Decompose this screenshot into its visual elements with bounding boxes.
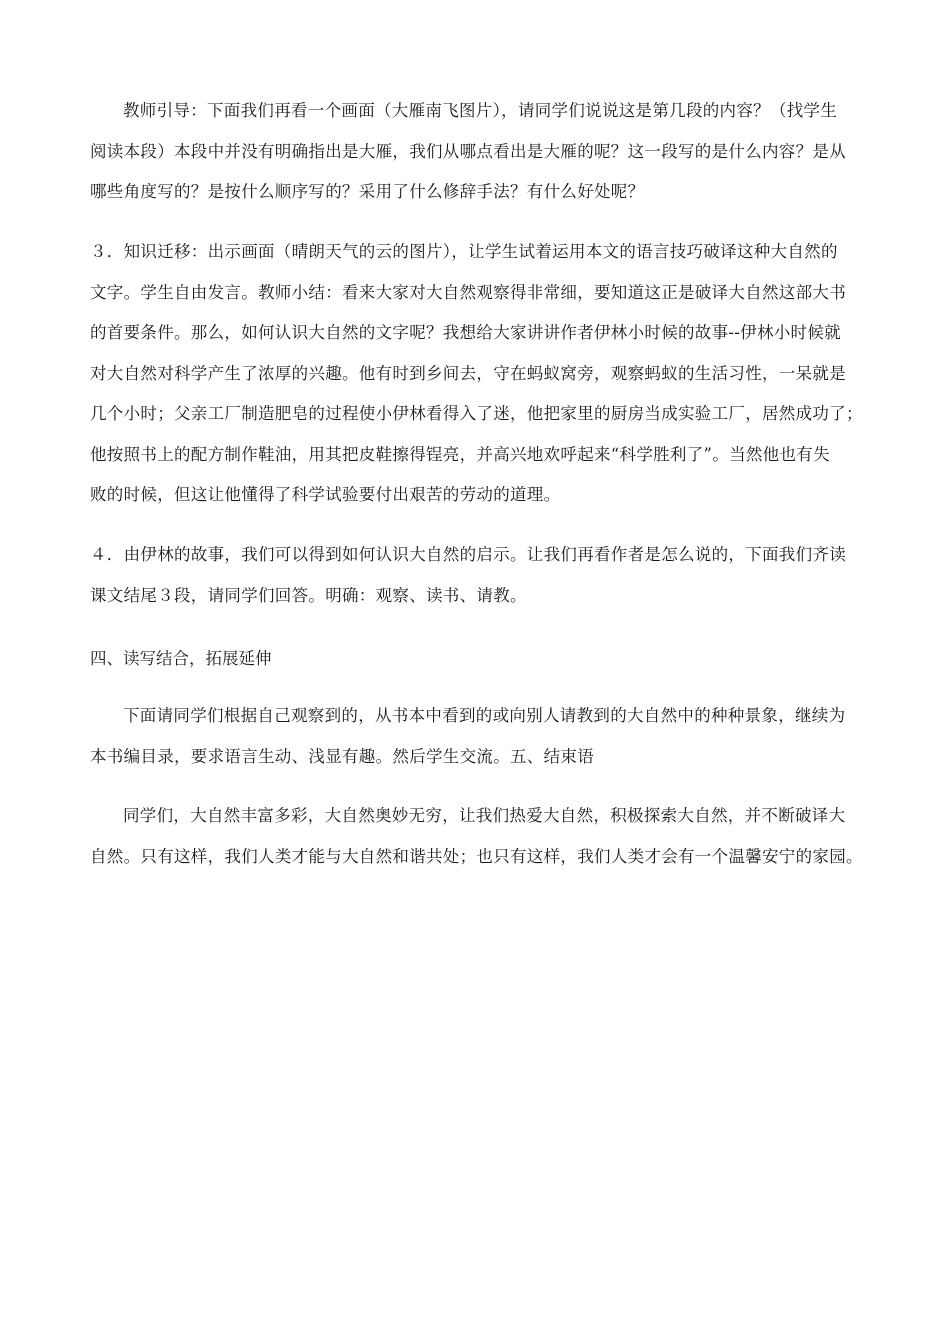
text-line: 同学们，大自然丰富多彩，大自然奥妙无穷，让我们热爱大自然，积极探索大自然，并不断破译大	[123, 806, 846, 825]
text-line: 自然。只有这样，我们人类才能与大自然和谐共处；也只有这样，我们人类才会有一个温馨安宁的家园。	[90, 846, 863, 866]
text-line: 文字。学生自由发言。教师小结：看来大家对大自然观察得非常细，要知道这正是破译大自然这部大书	[90, 282, 846, 302]
text-line: 本书编目录，要求语言生动、浅显有趣。然后学生交流。五、结束语	[90, 746, 594, 766]
paragraph-teacher-guidance	[90, 91, 860, 213]
text-line: ３．知识迁移：出示画面（晴朗天气的云的图片），让学生试着运用本文的语言技巧破译这种大自然的	[90, 242, 838, 261]
section-heading: 四、读写结合，拓展延伸	[90, 649, 272, 668]
text-line: 阅读本段）本段中并没有明确指出是大雁，我们从哪点看出是大雁的呢？这一段写的是什么内容？是从	[90, 141, 846, 161]
text-line: 败的时候，但这让他懂得了科学试验要付出艰苦的劳动的道理。	[90, 485, 561, 504]
text-line: 课文结尾３段，请同学们回答。明确：观察、读书、请教。	[90, 585, 527, 605]
text-line: 的首要条件。那么，如何认识大自然的文字呢？我想给大家讲讲作者伊林小时候的故事--伊林小时候就	[90, 323, 841, 342]
text-line: 哪些角度写的？是按什么顺序写的？采用了什么修辞手法？有什么好处呢？	[90, 182, 645, 201]
text-line: 下面请同学们根据自己观察到的，从书本中看到的或向别人请教到的大自然中的种种景象，继续为	[123, 706, 846, 725]
paragraph-conclusion	[90, 796, 863, 877]
paragraph-read-write	[90, 696, 860, 777]
text-line: 他按照书上的配方制作鞋油，用其把皮鞋擦得锃亮，并高兴地欢呼起来“科学胜利了”。当然他也有失	[90, 444, 830, 464]
text-line: 对大自然对科学产生了浓厚的兴趣。他有时到乡间去，守在蚂蚁窝旁，观察蚂蚁的生活习性，一呆就是	[90, 363, 846, 383]
paragraph-ilin-story	[90, 535, 860, 616]
text-line: 教师引导：下面我们再看一个画面（大雁南飞图片），请同学们说说这是第几段的内容？（找学生	[123, 101, 838, 120]
text-line: ４．由伊林的故事，我们可以得到如何认识大自然的启示。让我们再看作者是怎么说的，下面我们齐读	[90, 545, 846, 564]
paragraph-knowledge-transfer	[90, 232, 863, 516]
text-line: 几个小时；父亲工厂制造肥皂的过程使小伊林看得入了迷，他把家里的厨房当成实验工厂，居然成功了；	[90, 404, 863, 423]
